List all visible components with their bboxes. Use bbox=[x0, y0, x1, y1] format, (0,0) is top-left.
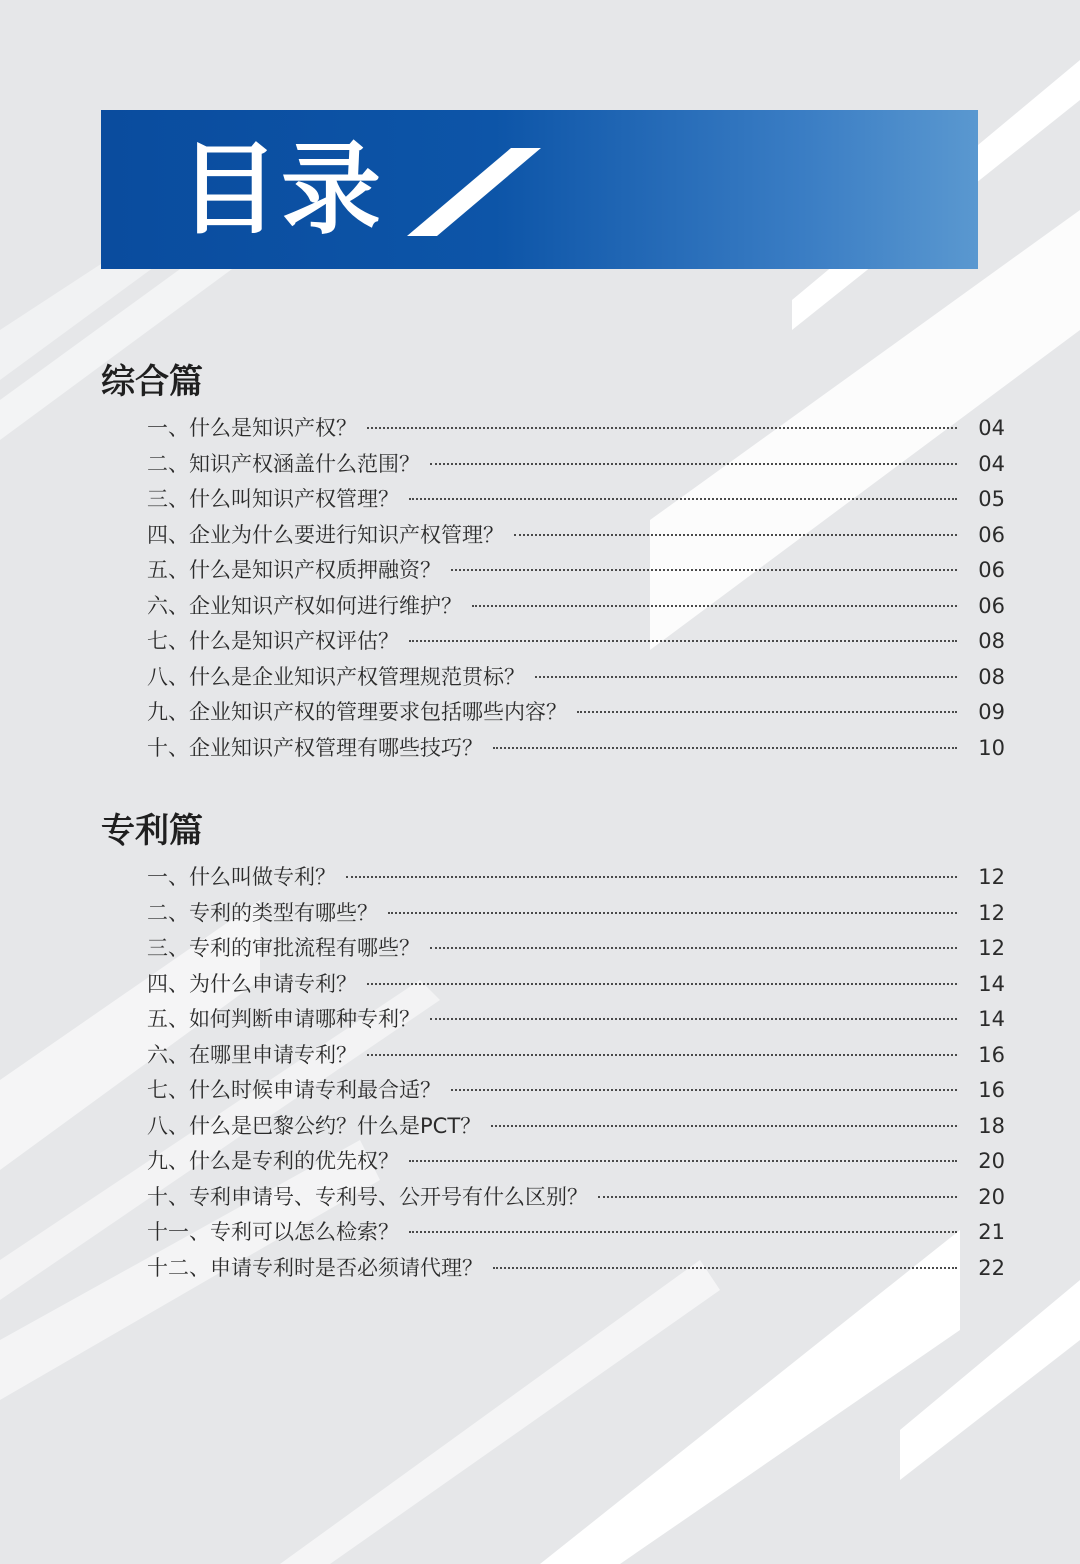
toc-item[interactable] bbox=[147, 1145, 1005, 1181]
page-number: 14 bbox=[978, 1007, 1005, 1031]
page-number: 10 bbox=[978, 735, 1005, 760]
toc-label: 一、什么是知识产权？ bbox=[147, 416, 357, 440]
toc-item[interactable] bbox=[147, 1039, 1005, 1075]
page-number: 09 bbox=[978, 700, 1005, 724]
dot-leader bbox=[409, 1229, 957, 1233]
dot-leader bbox=[388, 910, 957, 914]
page-number: 04 bbox=[978, 451, 1005, 476]
toc-item[interactable] bbox=[147, 554, 1005, 590]
section-title: 综合篇 bbox=[101, 362, 203, 402]
toc-label: 六、在哪里申请专利？ bbox=[147, 1042, 357, 1067]
toc-item[interactable] bbox=[147, 625, 1005, 661]
toc-label: 三、专利的审批流程有哪些？ bbox=[147, 936, 420, 960]
dot-leader bbox=[409, 638, 957, 642]
toc-label: 九、什么是专利的优先权？ bbox=[147, 1149, 399, 1173]
page-number: 06 bbox=[978, 558, 1005, 582]
toc-label: 五、什么是知识产权质押融资？ bbox=[147, 558, 441, 582]
toc-item[interactable] bbox=[147, 897, 1005, 933]
page-number: 12 bbox=[978, 900, 1005, 925]
toc-list bbox=[147, 861, 1005, 1287]
toc-item[interactable] bbox=[147, 1252, 1005, 1288]
dot-leader bbox=[514, 532, 957, 536]
toc-label: 一、什么叫做专利？ bbox=[147, 865, 336, 889]
dot-leader bbox=[577, 709, 957, 713]
page-number: 08 bbox=[978, 664, 1005, 689]
toc-label: 十二、申请专利时是否必须请代理？ bbox=[147, 1255, 483, 1280]
dot-leader bbox=[367, 981, 957, 985]
toc-label: 九、企业知识产权的管理要求包括哪些内容？ bbox=[147, 700, 567, 724]
page-number: 12 bbox=[978, 936, 1005, 960]
toc-label: 五、如何判断申请哪种专利？ bbox=[147, 1007, 420, 1031]
page-number: 21 bbox=[978, 1220, 1005, 1244]
page-number: 16 bbox=[978, 1042, 1005, 1067]
dot-leader bbox=[409, 1158, 957, 1162]
toc-item[interactable] bbox=[147, 661, 1005, 697]
page-number: 20 bbox=[978, 1184, 1005, 1209]
page-number: 04 bbox=[978, 416, 1005, 440]
toc-item[interactable] bbox=[147, 696, 1005, 732]
dot-leader bbox=[491, 1123, 957, 1127]
toc-label: 六、企业知识产权如何进行维护？ bbox=[147, 593, 462, 618]
toc-item[interactable] bbox=[147, 1181, 1005, 1217]
dot-leader bbox=[535, 674, 957, 678]
toc-item[interactable] bbox=[147, 732, 1005, 768]
toc-item[interactable] bbox=[147, 1110, 1005, 1146]
dot-leader bbox=[430, 945, 957, 949]
toc-item[interactable] bbox=[147, 483, 1005, 519]
toc-label: 十一、专利可以怎么检索？ bbox=[147, 1220, 399, 1244]
toc-item[interactable] bbox=[147, 1216, 1005, 1252]
dot-leader bbox=[493, 745, 957, 749]
toc-label: 七、什么是知识产权评估？ bbox=[147, 629, 399, 653]
toc-label: 三、什么叫知识产权管理？ bbox=[147, 487, 399, 511]
dot-leader bbox=[451, 1087, 957, 1091]
dot-leader bbox=[346, 874, 957, 878]
dot-leader bbox=[367, 1052, 957, 1056]
dot-leader bbox=[409, 496, 957, 500]
toc-label: 四、为什么申请专利？ bbox=[147, 971, 357, 996]
toc-label: 十、专利申请号、专利号、公开号有什么区别？ bbox=[147, 1184, 588, 1209]
toc-item[interactable] bbox=[147, 448, 1005, 484]
toc-label: 二、知识产权涵盖什么范围？ bbox=[147, 451, 420, 476]
toc-item[interactable] bbox=[147, 1074, 1005, 1110]
page-number: 14 bbox=[978, 971, 1005, 996]
toc-item[interactable] bbox=[147, 519, 1005, 555]
page-number: 16 bbox=[978, 1078, 1005, 1102]
title-banner bbox=[101, 110, 978, 269]
toc-label: 七、什么时候申请专利最合适？ bbox=[147, 1078, 441, 1102]
page-number: 08 bbox=[978, 629, 1005, 653]
dot-leader bbox=[493, 1265, 957, 1269]
toc-label: 二、专利的类型有哪些？ bbox=[147, 900, 378, 925]
toc-item[interactable] bbox=[147, 861, 1005, 897]
page-number: 05 bbox=[978, 487, 1005, 511]
toc-label: 八、什么是巴黎公约？什么是PCT？ bbox=[147, 1113, 482, 1138]
toc-item[interactable] bbox=[147, 590, 1005, 626]
toc-item[interactable] bbox=[147, 1003, 1005, 1039]
dot-leader bbox=[451, 567, 957, 571]
dot-leader bbox=[430, 461, 957, 465]
dot-leader bbox=[598, 1194, 957, 1198]
dot-leader bbox=[472, 603, 957, 607]
dot-leader bbox=[367, 425, 957, 429]
section-title: 专利篇 bbox=[101, 811, 203, 851]
page-number: 20 bbox=[978, 1149, 1005, 1173]
toc-item[interactable] bbox=[147, 412, 1005, 448]
page-title: 目录 bbox=[179, 131, 383, 248]
toc-label: 十、企业知识产权管理有哪些技巧？ bbox=[147, 735, 483, 760]
page-number: 18 bbox=[978, 1113, 1005, 1138]
toc-list bbox=[147, 412, 1005, 767]
page-number: 06 bbox=[978, 593, 1005, 618]
toc-label: 四、企业为什么要进行知识产权管理？ bbox=[147, 522, 504, 547]
dot-leader bbox=[430, 1016, 957, 1020]
toc-item[interactable] bbox=[147, 932, 1005, 968]
toc-item[interactable] bbox=[147, 968, 1005, 1004]
slash-decoration bbox=[401, 140, 561, 240]
toc-label: 八、什么是企业知识产权管理规范贯标？ bbox=[147, 664, 525, 689]
page-number: 22 bbox=[978, 1255, 1005, 1280]
page-number: 06 bbox=[978, 522, 1005, 547]
page-number: 12 bbox=[978, 865, 1005, 889]
